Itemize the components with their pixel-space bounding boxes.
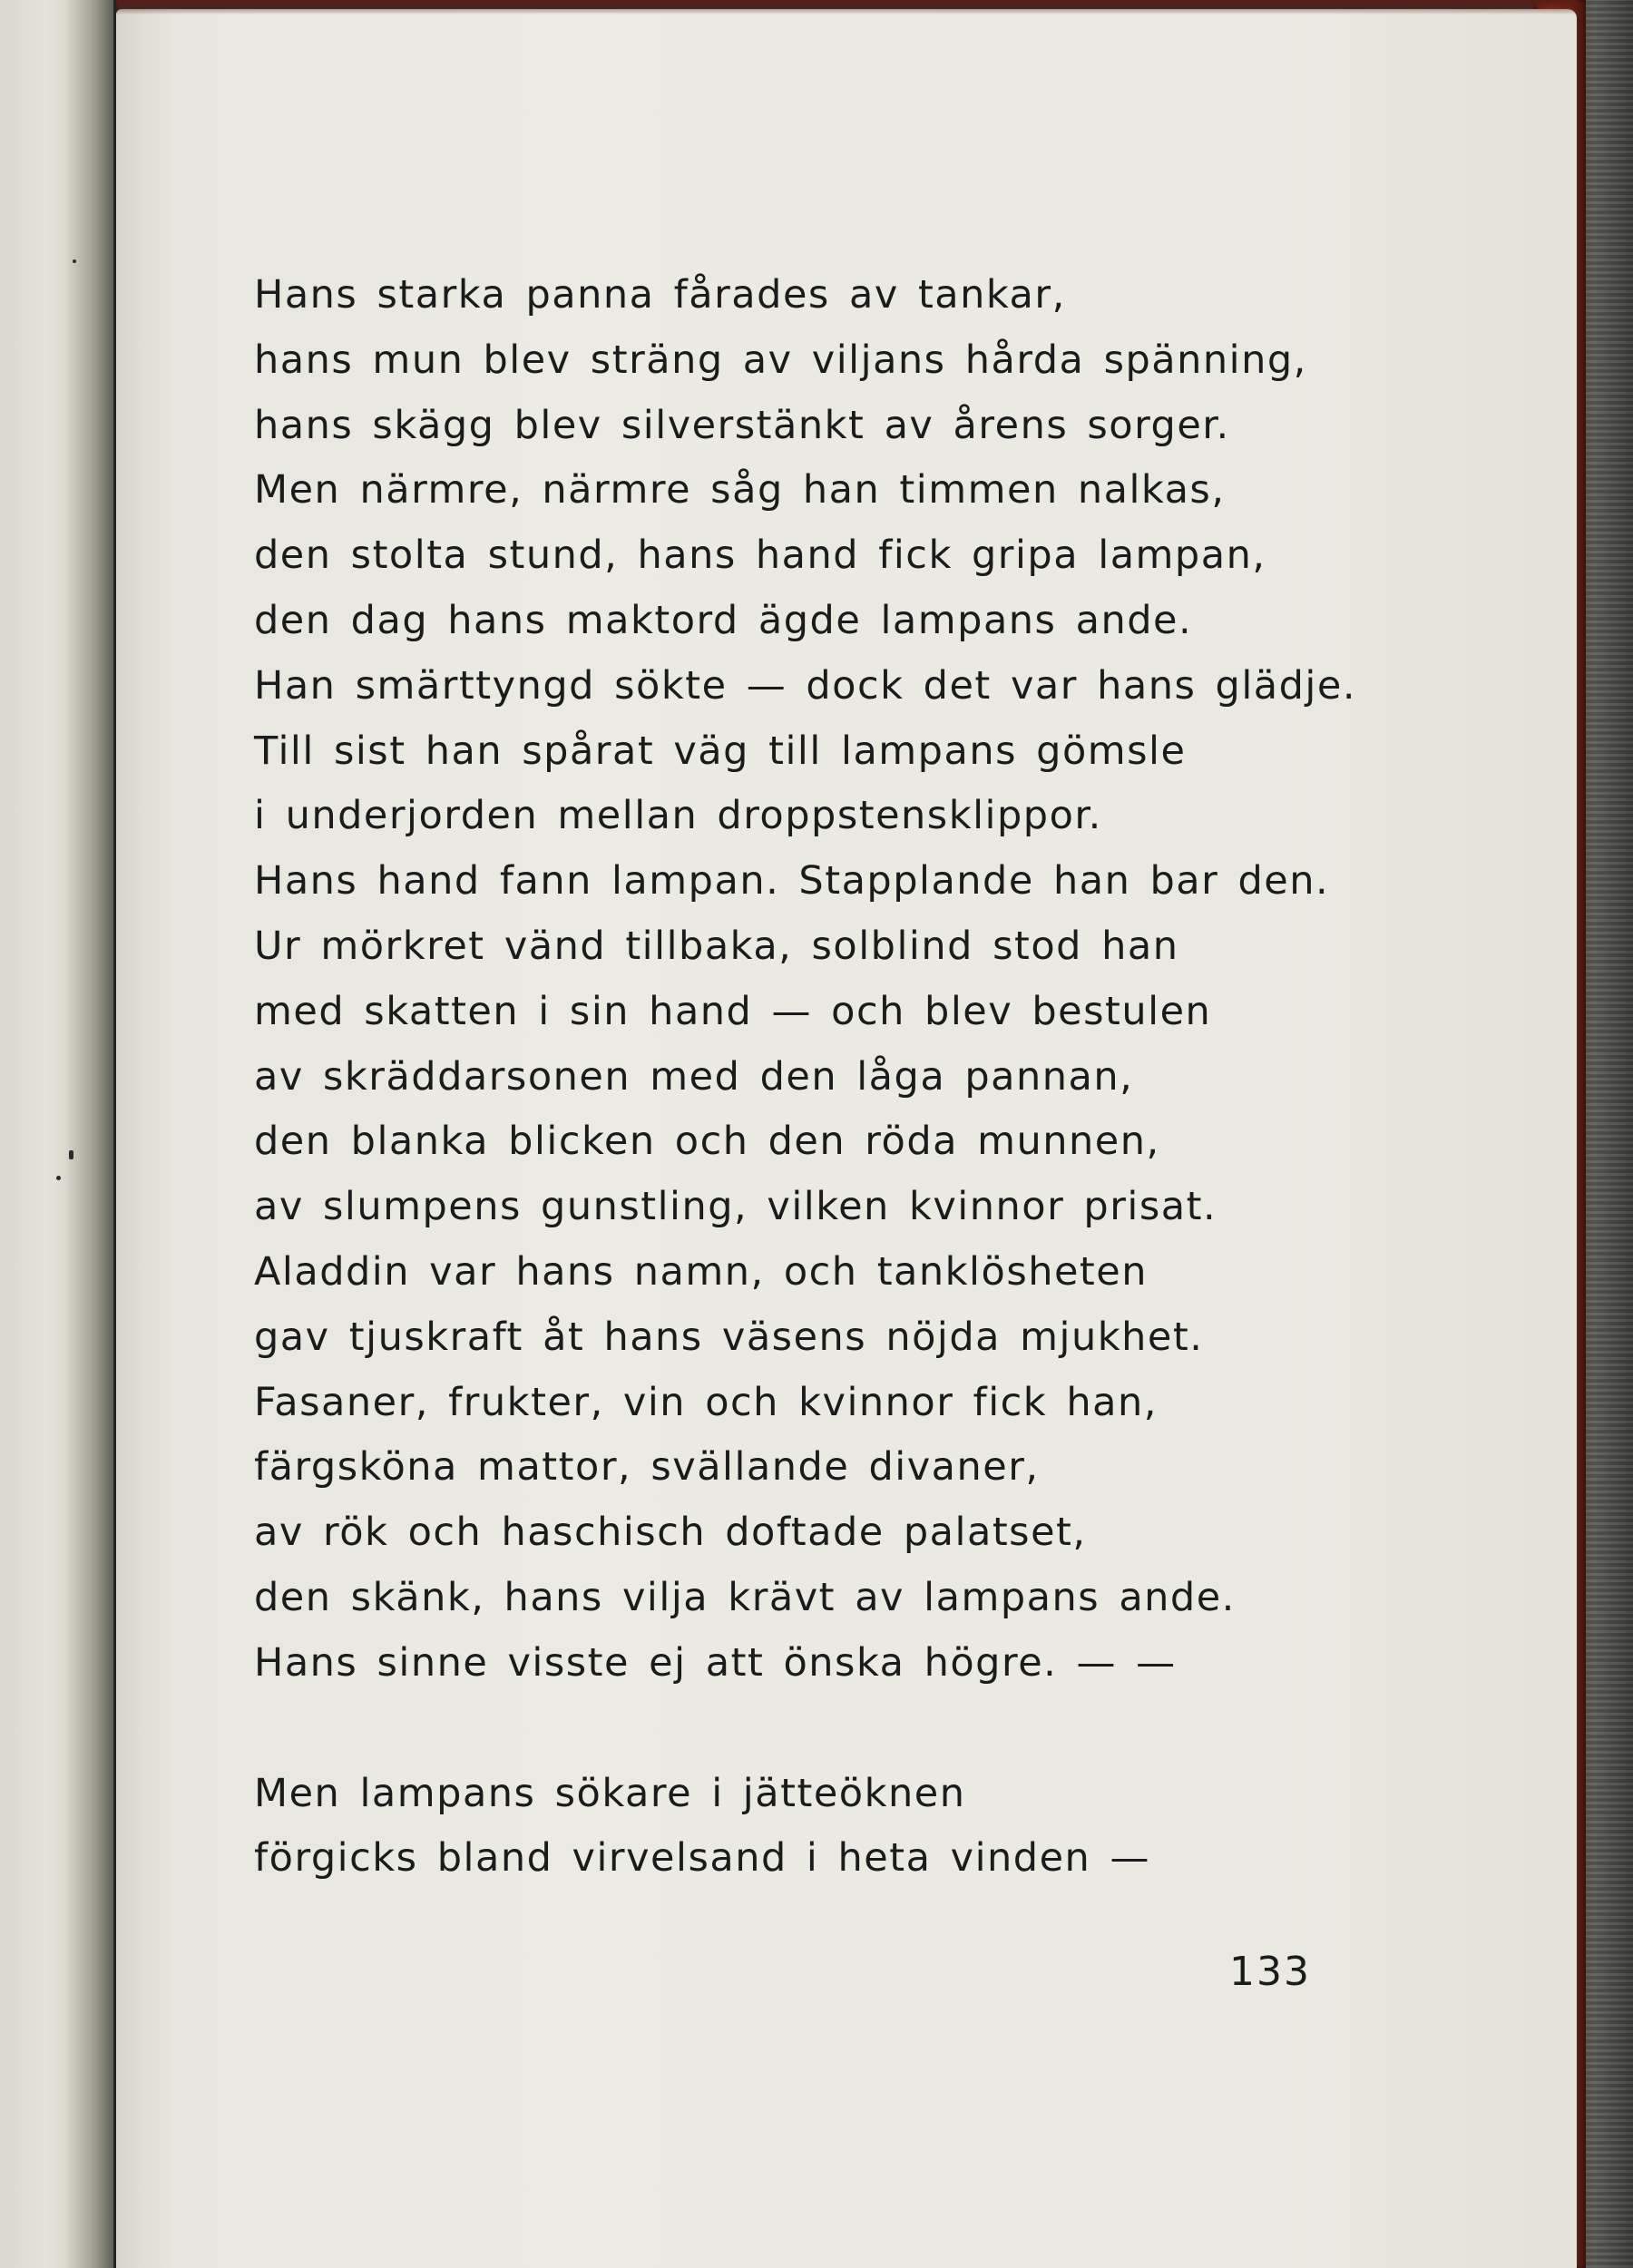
margin-speck [56,1176,61,1180]
verse-line: Aladdin var hans namn, och tanklösheten [254,1248,1148,1295]
poem-text [254,263,1388,1892]
verse-line: Ur mörkret vänd tillbaka, solblind stod han [254,923,1179,969]
verse-line: Men lampans sökare i jätteöknen [254,1770,966,1816]
stanza-two [254,1762,1388,1892]
verse-line: av slumpens gunstling, vilken kvinnor prisat. [254,1184,1217,1230]
verse-line: av skräddarsonen med den låga pannan, [254,1053,1134,1100]
book-gutter [64,0,118,2268]
verse-line: Han smärttyngd sökte — dock det var hans glädje. [254,662,1356,709]
verse-line: hans skägg blev silverstänkt av årens sorger. [254,402,1230,448]
verse-line: gav tjuskraft åt hans väsens nöjda mjukhet. [254,1314,1204,1360]
verse-line: hans mun blev sträng av viljans hårda spänning, [254,337,1307,383]
verse-line: den blanka blicken och den röda munnen, [254,1119,1160,1165]
verse-line: Fasaner, frukter, vin och kvinnor fick han, [254,1379,1158,1425]
page-top-edge [116,0,1577,15]
page-number: 133 [1229,1949,1311,1995]
margin-speck [73,259,76,263]
verse-line: den skänk, hans vilja krävt av lampans ande. [254,1574,1236,1620]
verse-line: Hans sinne visste ej att önska högre. — — [254,1639,1177,1686]
verse-line: Hans starka panna fårades av tankar, [254,272,1066,318]
verse-line: med skatten i sin hand — och blev bestulen [254,988,1212,1034]
stanza-one [254,263,1388,1696]
verse-line: färgsköna mattor, svällande divaner, [254,1444,1040,1491]
verse-line: den dag hans maktord ägde lampans ande. [254,597,1193,643]
verse-line: Men närmre, närmre såg han timmen nalkas, [254,467,1226,513]
verse-line: Till sist han spårat väg till lampans gömsle [254,728,1187,774]
margin-speck [69,1150,73,1159]
verse-line: i underjorden mellan droppstensklippor. [254,793,1102,839]
stanza-break [254,1696,1388,1762]
verse-line: den stolta stund, hans hand fick gripa lampan, [254,533,1266,579]
verse-line: förgicks bland virvelsand i heta vinden — [254,1835,1150,1882]
verse-line: av rök och haschisch doftade palatset, [254,1510,1087,1556]
verse-line: Hans hand fann lampan. Stapplande han bar den. [254,858,1330,904]
